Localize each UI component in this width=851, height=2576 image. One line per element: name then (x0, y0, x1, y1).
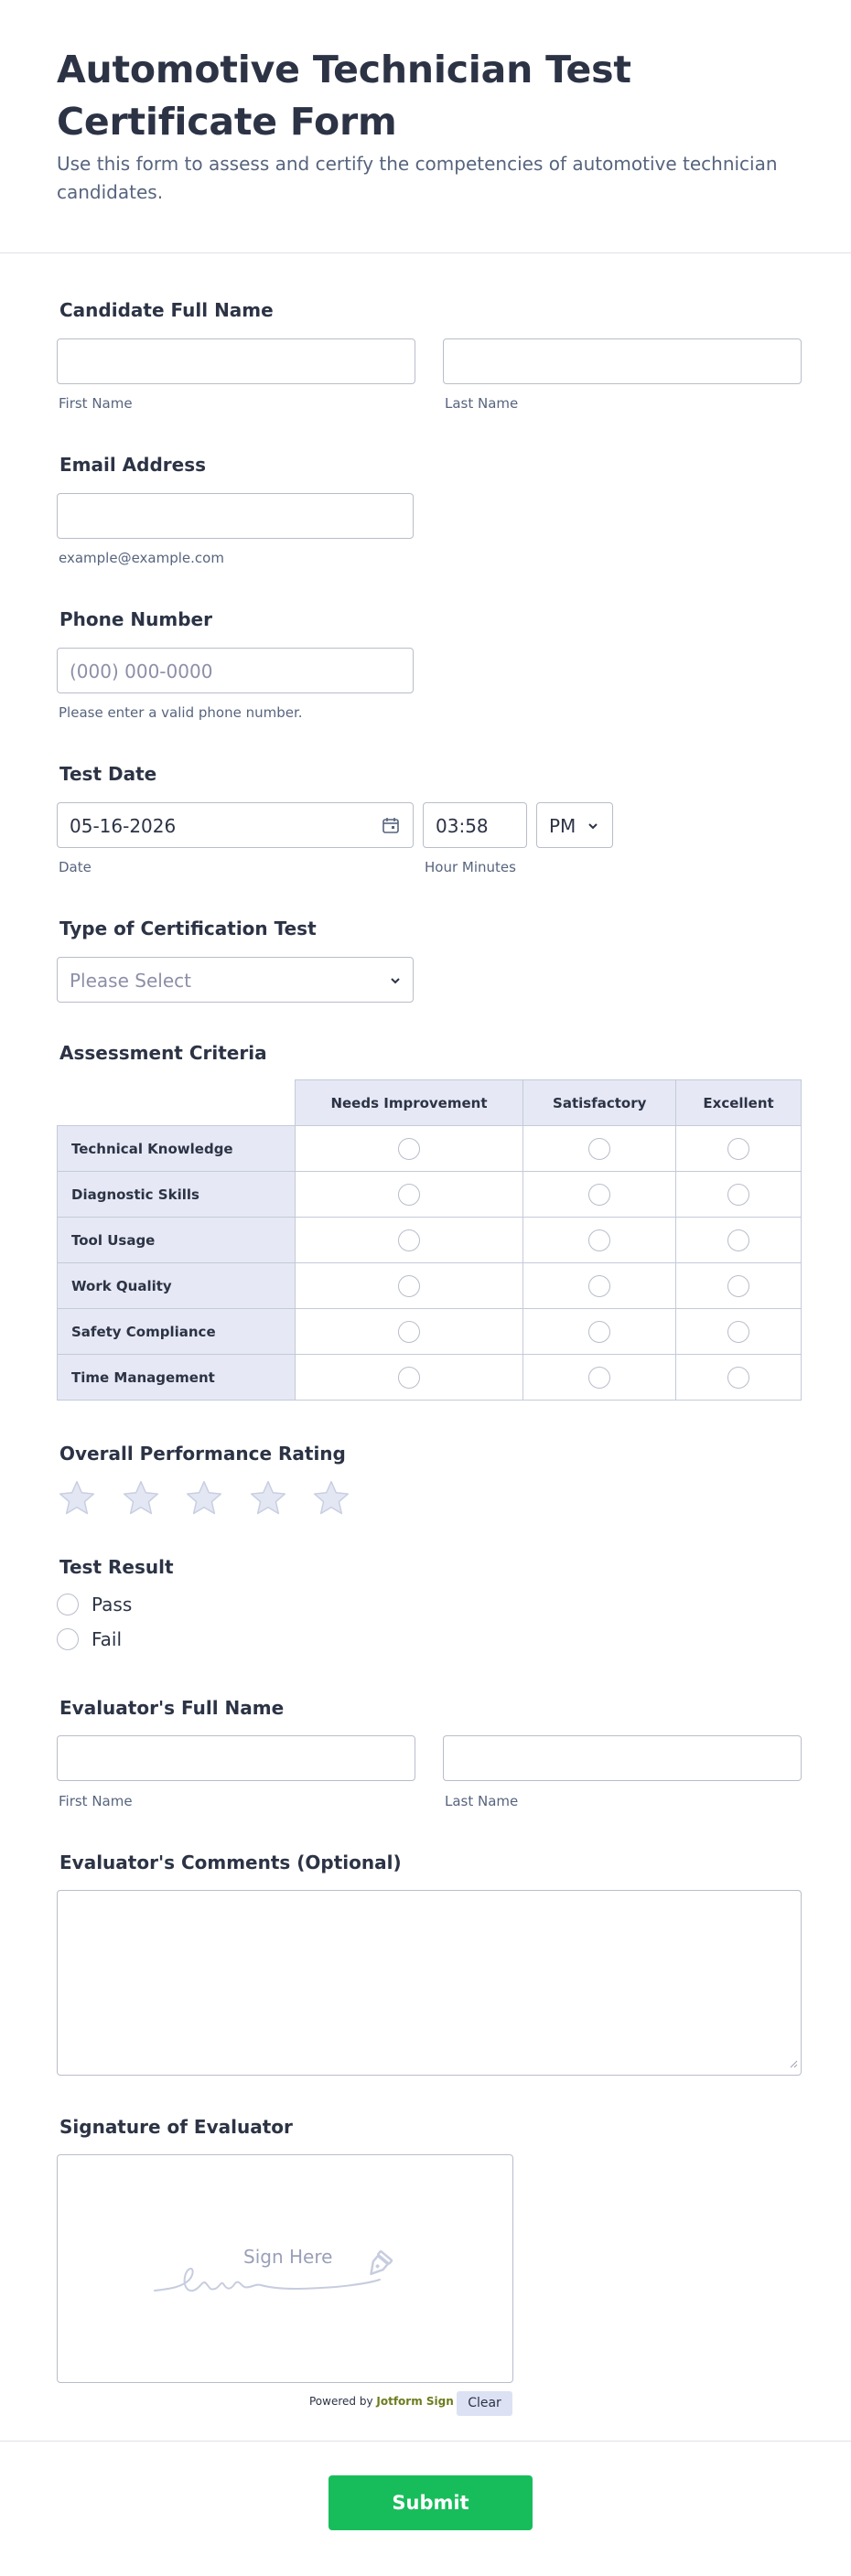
rating-label: Overall Performance Rating (59, 1443, 346, 1465)
matrix-radio[interactable] (588, 1367, 610, 1389)
matrix-row (58, 1263, 802, 1309)
powered-by-text: Powered by (309, 2395, 373, 2408)
matrix-col-excellent: Excellent (676, 1080, 802, 1126)
cert-type-label: Type of Certification Test (59, 918, 317, 939)
matrix-row (58, 1309, 802, 1355)
matrix-corner (58, 1080, 296, 1126)
time-value: 03:58 (436, 815, 489, 837)
matrix-radio[interactable] (398, 1367, 420, 1389)
time-sublabel: Hour Minutes (425, 859, 516, 875)
candidate-last-name-sublabel: Last Name (445, 395, 519, 412)
time-input[interactable] (423, 802, 527, 848)
matrix-radio[interactable] (398, 1321, 420, 1343)
test-date-label: Test Date (59, 763, 157, 785)
cert-type-select[interactable] (57, 957, 414, 1003)
chevron-down-icon (389, 973, 402, 991)
evaluator-first-name-input[interactable] (57, 1735, 415, 1781)
matrix-row (58, 1355, 802, 1401)
star-icon[interactable] (184, 1478, 224, 1519)
matrix-row (58, 1126, 802, 1172)
powered-by (309, 2395, 454, 2408)
matrix-row-label: Time Management (58, 1355, 296, 1401)
form-header (0, 0, 851, 253)
comments-section (57, 1845, 802, 2074)
ampm-select[interactable] (536, 802, 613, 848)
date-value: 05-16-2026 (70, 815, 177, 837)
phone-label: Phone Number (59, 608, 212, 630)
comments-label: Evaluator's Comments (Optional) (59, 1852, 402, 1873)
pass-label: Pass (92, 1594, 133, 1615)
sign-here-text: Sign Here (243, 2246, 333, 2268)
pass-radio[interactable] (57, 1594, 79, 1615)
date-sublabel: Date (59, 859, 92, 875)
email-label: Email Address (59, 454, 207, 476)
matrix-radio[interactable] (588, 1138, 610, 1160)
candidate-name-section (57, 293, 802, 421)
matrix-radio[interactable] (588, 1275, 610, 1297)
ampm-value: PM (549, 815, 576, 837)
submit-button[interactable]: Submit Certification (329, 2475, 533, 2530)
jotform-sign-brand: Jotform Sign (376, 2395, 454, 2408)
matrix-row (58, 1172, 802, 1218)
resize-handle-icon[interactable] (789, 2055, 798, 2072)
matrix-row (58, 1218, 802, 1263)
matrix-radio[interactable] (588, 1321, 610, 1343)
email-sublabel: example@example.com (59, 550, 224, 566)
matrix-row-label: Diagnostic Skills (58, 1172, 296, 1218)
evaluator-name-section (57, 1690, 802, 1819)
candidate-first-name-input[interactable] (57, 338, 415, 384)
calendar-icon[interactable] (382, 816, 400, 834)
matrix-radio[interactable] (727, 1367, 749, 1389)
test-date-section (57, 757, 802, 885)
matrix-row-label: Work Quality (58, 1263, 296, 1309)
assessment-matrix (57, 1079, 802, 1401)
star-icon[interactable] (248, 1478, 288, 1519)
phone-section (57, 602, 802, 730)
star-icon[interactable] (311, 1478, 351, 1519)
assessment-section (57, 1036, 802, 1401)
fail-radio[interactable] (57, 1628, 79, 1650)
evaluator-name-label: Evaluator's Full Name (59, 1697, 285, 1719)
candidate-first-name-sublabel: First Name (59, 395, 133, 412)
matrix-radio[interactable] (727, 1229, 749, 1251)
test-result-section (57, 1550, 802, 1669)
date-input[interactable] (57, 802, 414, 848)
matrix-row-label: Tool Usage (58, 1218, 296, 1263)
email-input[interactable] (57, 493, 414, 539)
signature-scribble-icon (153, 2243, 418, 2302)
star-icon[interactable] (57, 1478, 97, 1519)
matrix-radio[interactable] (398, 1138, 420, 1160)
matrix-row-label: Technical Knowledge (58, 1126, 296, 1172)
matrix-radio[interactable] (727, 1138, 749, 1160)
signature-section (57, 2109, 802, 2420)
matrix-col-needs-improvement: Needs Improvement (295, 1080, 523, 1126)
matrix-radio[interactable] (727, 1275, 749, 1297)
phone-placeholder: (000) 000-0000 (70, 660, 213, 682)
star-rating (57, 1478, 423, 1520)
evaluator-last-name-sublabel: Last Name (445, 1793, 519, 1809)
candidate-name-label: Candidate Full Name (59, 299, 274, 321)
phone-sublabel: Please enter a valid phone number. (59, 704, 303, 721)
matrix-radio[interactable] (398, 1184, 420, 1206)
matrix-radio[interactable] (588, 1229, 610, 1251)
evaluator-first-name-sublabel: First Name (59, 1793, 133, 1809)
clear-signature-button[interactable]: Clear (457, 2391, 512, 2416)
cert-type-placeholder: Please Select (70, 970, 191, 992)
rating-section (57, 1436, 802, 1528)
result-option-pass[interactable] (57, 1594, 132, 1615)
form-description: Use this form to assess and certify the competencies of automotive technician candidates. (57, 153, 778, 203)
matrix-radio[interactable] (727, 1321, 749, 1343)
matrix-radio[interactable] (588, 1184, 610, 1206)
candidate-last-name-input[interactable] (443, 338, 802, 384)
signature-pad[interactable] (57, 2154, 513, 2383)
matrix-radio[interactable] (727, 1184, 749, 1206)
form-title: Automotive Technician Test Certificate Form (57, 48, 631, 144)
comments-textarea[interactable] (57, 1890, 802, 2076)
footer-divider (0, 2441, 851, 2442)
matrix-col-satisfactory: Satisfactory (523, 1080, 676, 1126)
email-section (57, 447, 802, 575)
star-icon[interactable] (121, 1478, 161, 1519)
fail-label: Fail (92, 1628, 123, 1650)
assessment-label: Assessment Criteria (59, 1042, 267, 1064)
signature-label: Signature of Evaluator (59, 2116, 293, 2138)
cert-type-section (57, 911, 802, 1003)
matrix-row-label: Safety Compliance (58, 1309, 296, 1355)
phone-input[interactable] (57, 648, 414, 693)
result-option-fail[interactable] (57, 1628, 122, 1650)
chevron-down-icon (587, 819, 599, 836)
matrix-radio[interactable] (398, 1275, 420, 1297)
test-result-label: Test Result (59, 1556, 174, 1578)
evaluator-last-name-input[interactable] (443, 1735, 802, 1781)
matrix-radio[interactable] (398, 1229, 420, 1251)
